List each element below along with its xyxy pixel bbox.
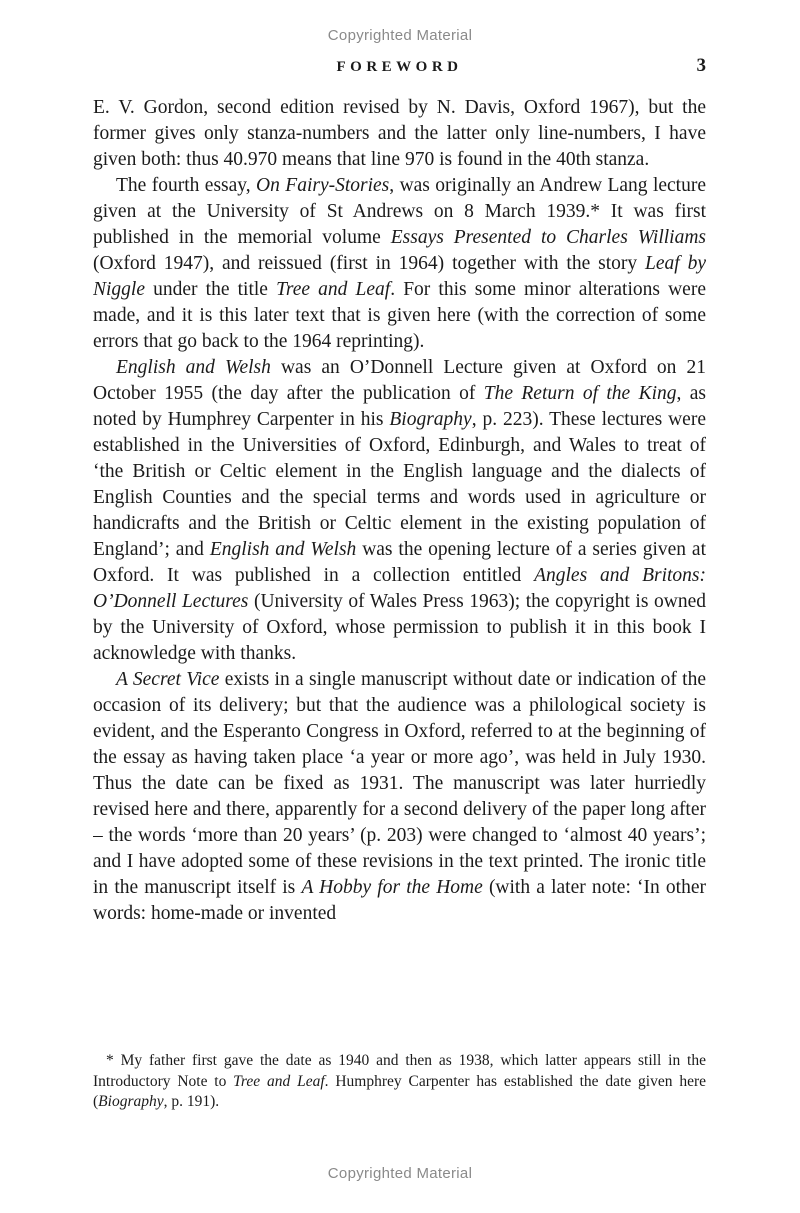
paragraph: The fourth essay, On Fairy-Stories, was originally an Andrew Lang lecture given at the University of St Andrews on 8 March 1939.* It was first published in the memorial volume Essays Presented to Charles Williams (Oxford 1947), and reissued (first in 1964) together with the story Leaf by Niggle under the title Tree and Leaf. For this some minor alterations were made, and it is this later text that is given here (with the correction of some errors that go back to the 1964 reprinting).: [93, 175, 706, 352]
page-title: FOREWORD: [336, 59, 463, 75]
body-text: [93, 95, 706, 1036]
paragraph: A Secret Vice exists in a single manuscript without date or indication of the occasion of its delivery; but that the audience was a philological society is evident, and the Esperanto Congress in Oxford, referred to at the beginning of the essay as having taken place ‘a year or more ago’, was held in July 1930. Thus the date can be fixed as 1931. The manuscript was later hurriedly revised here and there, apparently for a second delivery of the paper long after – the words ‘more than 20 years’ (p. 203) were changed to ‘almost 40 years’; and I have adopted some of these revisions in the text printed. The ironic title in the manuscript itself is A Hobby for the Home (with a later note: ‘In other words: home-made or invented: [93, 669, 706, 924]
running-head: [93, 55, 706, 78]
page-number: 3: [696, 55, 706, 76]
page-content: [93, 55, 706, 1113]
footnote: * My father first gave the date as 1940 and then as 1938, which latter appears still in the Introductory Note to Tree and Leaf. Humphrey Carpenter has established the date given here (Biography, p. 191).: [93, 1052, 706, 1110]
paragraph: English and Welsh was an O’Donnell Lecture given at Oxford on 21 October 1955 (the day after the publication of The Return of the King, as noted by Humphrey Carpenter in his Biography, p. 223). These lectures were established in the Universities of Oxford, Edinburgh, and Wales to treat of ‘the British or Celtic element in the English language and the dialects of English Counties and the special terms and words used in agriculture or handicrafts and the British or Celtic element in the existing population of England’; and English and Welsh was the opening lecture of a series given at Oxford. It was published in a collection entitled Angles and Britons: O’Donnell Lectures (University of Wales Press 1963); the copyright is owned by the University of Oxford, whose permission to publish it in this book I acknowledge with thanks.: [93, 357, 706, 664]
copyright-watermark-top: Copyrighted Material: [327, 27, 473, 44]
copyright-watermark-bottom: Copyrighted Material: [327, 1165, 473, 1182]
paragraph: E. V. Gordon, second edition revised by N. Davis, Oxford 1967), but the former gives only stanza-numbers and the latter only line-numbers, I have given both: thus 40.970 means that line 970 is found in the 40th stanza.: [93, 97, 706, 170]
